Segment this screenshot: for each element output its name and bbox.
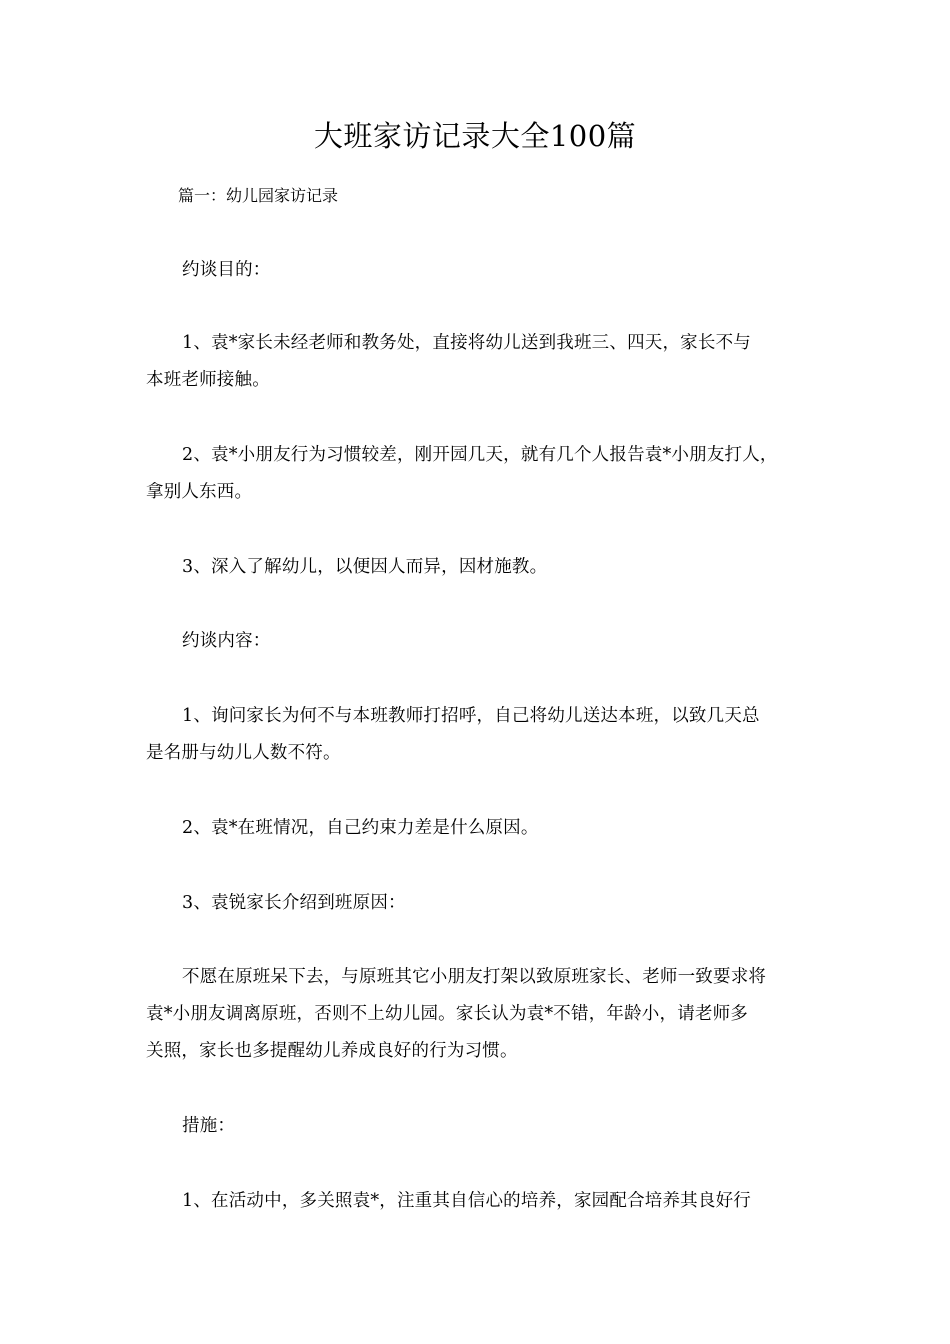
paragraph <box>146 1108 814 1145</box>
paragraph-line: 2、袁*小朋友行为习惯较差，刚开园几天，就有几个人报告袁*小朋友打人， <box>182 445 778 465</box>
paragraph <box>146 959 814 1070</box>
paragraph-line: 本班老师接触。 <box>146 370 270 390</box>
paragraph-line: 约谈内容： <box>182 631 271 651</box>
paragraph-line: 3、袁锐家长介绍到班原因： <box>182 893 406 913</box>
paragraph-line: 1、询问家长为何不与本班教师打招呼，自己将幼儿送达本班，以致几天总 <box>182 706 760 726</box>
paragraph <box>146 549 814 586</box>
paragraph-line: 措施： <box>182 1116 236 1136</box>
paragraph-line: 关照，家长也多提醒幼儿养成良好的行为习惯。 <box>146 1041 518 1061</box>
paragraph-line: 约谈目的： <box>182 260 271 280</box>
paragraph <box>146 698 814 772</box>
paragraph <box>146 810 814 847</box>
paragraph <box>146 437 814 511</box>
paragraph-line: 不愿在原班呆下去，与原班其它小朋友打架以致原班家长、老师一致要求将 <box>182 967 767 987</box>
paragraph-line: 拿别人东西。 <box>146 482 253 502</box>
paragraph <box>146 325 814 399</box>
paragraph <box>146 885 814 922</box>
paragraph-line: 3、深入了解幼儿，以便因人而异，因材施教。 <box>182 557 548 577</box>
document-title: 大班家访记录大全100篇 <box>313 119 637 153</box>
paragraph-line: 1、在活动中，多关照袁*，注重其自信心的培养，家园配合培养其良好行 <box>182 1191 751 1211</box>
paragraph <box>146 623 814 660</box>
paragraph-line: 1、袁*家长未经老师和教务处，直接将幼儿送到我班三、四天，家长不与 <box>182 333 751 353</box>
paragraph <box>146 1183 814 1220</box>
paragraph-line: 袁*小朋友调离原班，否则不上幼儿园。家长认为袁*不错，年龄小，请老师多 <box>146 1004 748 1024</box>
paragraph-line: 是名册与幼儿人数不符。 <box>146 743 341 763</box>
document-subtitle: 篇一：幼儿园家访记录 <box>178 186 339 205</box>
paragraph <box>146 252 814 289</box>
paragraph-line: 2、袁*在班情况，自己约束力差是什么原因。 <box>182 818 539 838</box>
